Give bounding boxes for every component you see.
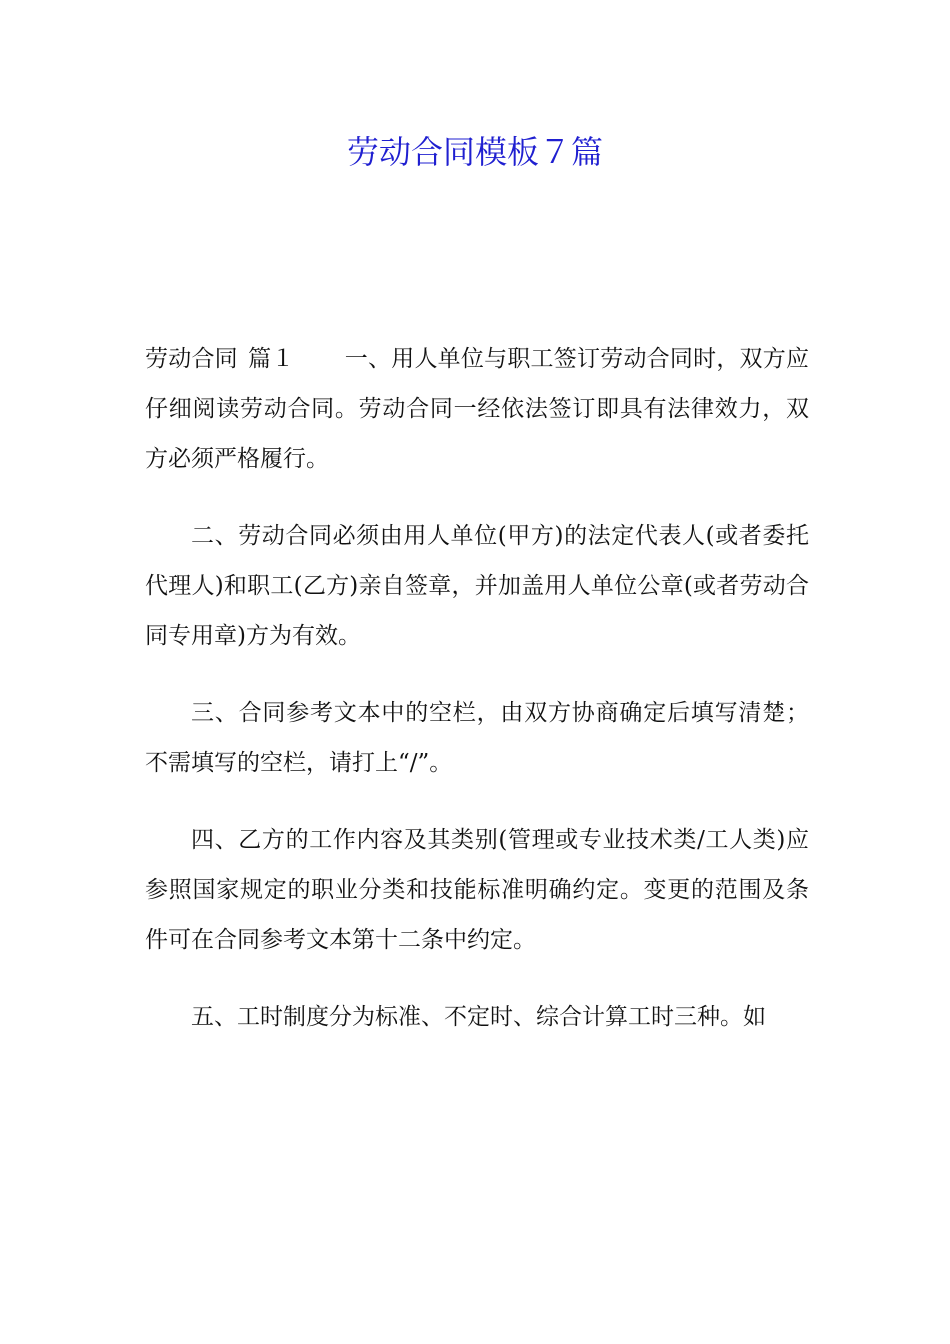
document-body [145, 334, 809, 1069]
paragraph-4: 四、乙方的工作内容及其类别(管理或专业技术类/工人类)应参照国家规定的职业分类和技能标准明确约定。变更的范围及条件可在合同参考文本第十二条中约定。 [145, 827, 809, 953]
section-heading-number: 篇１ [247, 346, 295, 372]
section-heading-word: 劳动合同 [145, 346, 238, 372]
document-title: 劳动合同模板７篇 [346, 133, 603, 171]
paragraph-2: 二、劳动合同必须由用人单位(甲方)的法定代表人(或者委托代理人)和职工(乙方)亲自签章，并加盖用人单位公章(或者劳动合同专用章)方为有效。 [145, 523, 809, 649]
paragraph-5: 五、工时制度分为标准、不定时、综合计算工时三种。如 [191, 1004, 766, 1030]
paragraph-1-text: 一、用人单位与职工签订劳动合同时，双方应仔细阅读劳动合同。劳动合同一经依法签订即具有法律效力，双方必须严格履行。 [145, 346, 810, 472]
paragraph-3: 三、合同参考文本中的空栏，由双方协商确定后填写清楚；不需填写的空栏，请打上“/”。 [145, 700, 809, 776]
paragraph-1 [145, 334, 809, 484]
